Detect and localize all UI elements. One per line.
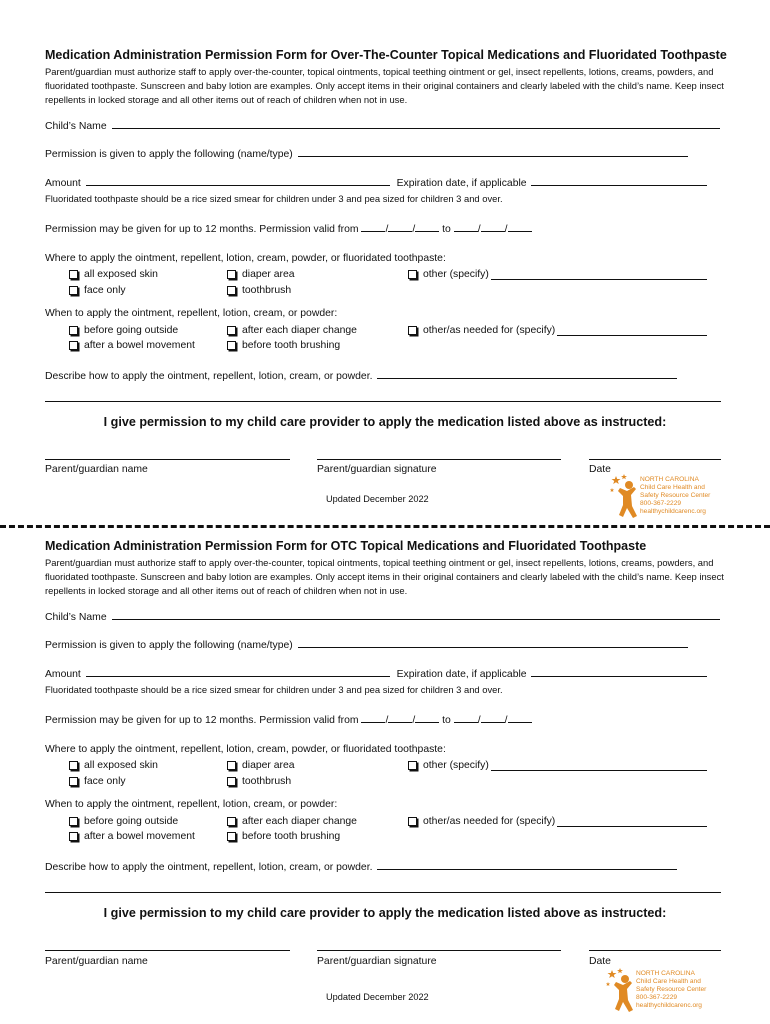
updated-date: Updated December 2022 (326, 494, 429, 504)
when-other-field[interactable] (557, 817, 707, 827)
parent-signature-label: Parent/guardian signature (317, 464, 437, 475)
checkbox-all-exposed-skin[interactable] (69, 760, 158, 771)
amount-row (45, 667, 707, 680)
checkbox-after-diaper-change[interactable] (227, 816, 357, 827)
describe-label: Describe how to apply the ointment, repellent, lotion, cream, or powder. (45, 862, 373, 873)
checkbox-box[interactable] (408, 761, 417, 770)
valid-from-day[interactable] (388, 713, 412, 723)
checkbox-label: diaper area (242, 760, 295, 771)
cut-line (0, 525, 770, 528)
checkbox-box[interactable] (408, 326, 417, 335)
give-permission-heading: I give permission to my child care provider to apply the medication listed above as instructed: (103, 906, 667, 920)
valid-from-month[interactable] (361, 222, 385, 232)
date-label: Date (589, 956, 611, 967)
checkbox-before-tooth-brushing[interactable] (227, 831, 340, 842)
where-other-field[interactable] (491, 270, 707, 280)
checkbox-box[interactable] (408, 270, 417, 279)
describe-row (45, 369, 677, 382)
form-title: Medication Administration Permission Form for Over-The-Counter Topical Medications and Fluoridated Toothpaste (45, 48, 727, 62)
checkbox-face-only[interactable] (69, 776, 126, 787)
logo-text (640, 476, 710, 516)
checkbox-face-only[interactable] (69, 285, 126, 296)
where-label: Where to apply the ointment, repellent, lotion, cream, powder, or fluoridated toothpaste: (45, 744, 446, 755)
valid-from-year[interactable] (415, 713, 439, 723)
checkbox-box[interactable] (69, 286, 78, 295)
checkbox-label: other/as needed for (specify) (423, 325, 556, 336)
checkbox-before-going-outside[interactable] (69, 816, 178, 827)
parent-signature-field[interactable] (317, 950, 561, 951)
toothpaste-note: Fluoridated toothpaste should be a rice sized smear for children under 3 and pea sized for children 3 and over. (45, 193, 503, 204)
to-label: to (442, 715, 451, 726)
checkbox-after-diaper-change[interactable] (227, 325, 357, 336)
expiration-field[interactable] (531, 176, 707, 186)
checkbox-all-exposed-skin[interactable] (69, 269, 158, 280)
checkbox-toothbrush[interactable] (227, 285, 291, 296)
checkbox-where-other[interactable] (408, 760, 707, 771)
checkbox-diaper-area[interactable] (227, 760, 295, 771)
checkbox-before-going-outside[interactable] (69, 325, 178, 336)
checkbox-label: face only (84, 285, 126, 296)
checkbox-label: all exposed skin (84, 760, 158, 771)
slash: / (504, 715, 508, 726)
date-label: Date (589, 464, 611, 475)
give-permission-heading: I give permission to my child care provider to apply the medication listed above as instructed: (103, 415, 667, 429)
valid-to-year[interactable] (508, 713, 532, 723)
valid-from-year[interactable] (415, 222, 439, 232)
parent-name-label: Parent/guardian name (45, 464, 148, 475)
logo-line: Safety Resource Center (640, 492, 711, 499)
logo-line: Child Care Health and (636, 978, 701, 985)
checkbox-before-tooth-brushing[interactable] (227, 340, 340, 351)
checkbox-label: other (specify) (423, 760, 489, 771)
checkbox-label: toothbrush (242, 776, 292, 787)
amount-row (45, 176, 707, 189)
slash: / (477, 715, 481, 726)
childs-name-label: Child’s Name (45, 612, 107, 623)
slash: / (412, 224, 416, 235)
checkbox-when-other[interactable] (408, 816, 707, 827)
childs-name-row (45, 119, 720, 132)
child-figure-icon (606, 968, 636, 1014)
childs-name-row (45, 610, 720, 623)
checkbox-box[interactable] (227, 286, 236, 295)
describe-field[interactable] (377, 860, 677, 870)
checkbox-box[interactable] (227, 777, 236, 786)
valid-to-day[interactable] (481, 222, 505, 232)
permission-field[interactable] (298, 147, 688, 157)
checkbox-label: before going outside (84, 816, 179, 827)
checkbox-box[interactable] (69, 270, 78, 279)
childs-name-field[interactable] (112, 610, 720, 620)
checkbox-box[interactable] (227, 761, 236, 770)
expiration-label: Expiration date, if applicable (396, 669, 527, 680)
permission-valid-label: Permission may be given for up to 12 months. Permission valid from (45, 224, 359, 235)
valid-to-year[interactable] (508, 222, 532, 232)
describe-field-line2[interactable] (45, 401, 721, 402)
logo-line: NORTH CAROLINA (640, 476, 699, 483)
checkbox-label: all exposed skin (84, 269, 158, 280)
date-field[interactable] (589, 459, 721, 460)
describe-row (45, 860, 677, 873)
checkbox-toothbrush[interactable] (227, 776, 291, 787)
checkbox-label: other (specify) (423, 269, 489, 280)
checkbox-box[interactable] (227, 832, 236, 841)
checkbox-label: after each diaper change (242, 325, 357, 336)
to-label: to (442, 224, 451, 235)
valid-to-month[interactable] (454, 222, 478, 232)
toothpaste-note: Fluoridated toothpaste should be a rice sized smear for children under 3 and pea sized for children 3 and over. (45, 684, 503, 695)
checkbox-box[interactable] (69, 777, 78, 786)
checkbox-box[interactable] (408, 817, 417, 826)
logo-line: 800-367-2229 (640, 500, 682, 507)
amount-field[interactable] (86, 176, 390, 186)
logo-line: Child Care Health and (640, 484, 705, 491)
valid-from-day[interactable] (388, 222, 412, 232)
checkbox-box[interactable] (69, 341, 78, 350)
when-other-field[interactable] (557, 326, 707, 336)
describe-label: Describe how to apply the ointment, repellent, lotion, cream, or powder. (45, 371, 373, 382)
checkbox-label: before tooth brushing (242, 831, 341, 842)
checkbox-label: before going outside (84, 325, 179, 336)
form-title: Medication Administration Permission Form for OTC Topical Medications and Fluoridated Toothpaste (45, 539, 647, 553)
logo-line: Safety Resource Center (636, 986, 707, 993)
checkbox-where-other[interactable] (408, 269, 707, 280)
checkbox-label: after each diaper change (242, 816, 357, 827)
permission-valid-row (45, 713, 532, 726)
expiration-label: Expiration date, if applicable (396, 178, 527, 189)
slash: / (385, 715, 389, 726)
valid-from-month[interactable] (361, 713, 385, 723)
logo-line: 800-367-2229 (636, 994, 678, 1001)
slash: / (412, 715, 416, 726)
checkbox-diaper-area[interactable] (227, 269, 295, 280)
nc-childcare-logo (610, 474, 720, 520)
intro-text: Parent/guardian must authorize staff to apply over-the-counter, topical ointments, topical teething ointment or gel, insect repellents, lotions, creams, powders, and fluoridated toothpaste. Sunscreen and baby lotion are examples. Only accept items in their original containers and clearly labeled with the child’s name. Keep insect repellents in locked storage and all other items out of reach of children when not in use. (45, 66, 724, 105)
checkbox-box[interactable] (227, 326, 236, 335)
checkbox-box[interactable] (227, 341, 236, 350)
checkbox-after-bowel-movement[interactable] (69, 831, 195, 842)
where-other-field[interactable] (491, 761, 707, 771)
parent-name-field[interactable] (45, 459, 290, 460)
checkbox-label: before tooth brushing (242, 340, 341, 351)
parent-name-label: Parent/guardian name (45, 956, 148, 967)
expiration-field[interactable] (531, 667, 707, 677)
when-label: When to apply the ointment, repellent, lotion, cream, or powder: (45, 308, 338, 319)
checkbox-box[interactable] (69, 832, 78, 841)
intro-text: Parent/guardian must authorize staff to apply over-the-counter, topical ointments, topical teething ointment or gel, insect repellents, lotions, creams, powders, and fluoridated toothpaste. Sunscreen and baby lotion are examples. Only accept items in their original containers and clearly labeled with the child’s name. Keep insect repellents in locked storage and all other items out of reach of children when not in use. (45, 557, 724, 596)
permission-valid-label: Permission may be given for up to 12 months. Permission valid from (45, 715, 359, 726)
checkbox-box[interactable] (69, 326, 78, 335)
checkbox-box[interactable] (69, 817, 78, 826)
permission-row (45, 147, 688, 160)
logo-line: NORTH CAROLINA (636, 970, 695, 977)
updated-date: Updated December 2022 (326, 992, 429, 1002)
permission-label: Permission is given to apply the following (name/type) (45, 640, 293, 651)
permission-valid-row (45, 222, 532, 235)
checkbox-label: toothbrush (242, 285, 292, 296)
logo-line: healthychildcarenc.org (636, 1002, 702, 1009)
when-label: When to apply the ointment, repellent, lotion, cream, or powder: (45, 799, 338, 810)
parent-signature-label: Parent/guardian signature (317, 956, 437, 967)
checkbox-label: after a bowel movement (84, 831, 195, 842)
valid-to-month[interactable] (454, 713, 478, 723)
amount-label: Amount (45, 669, 81, 680)
checkbox-box[interactable] (227, 270, 236, 279)
date-field[interactable] (589, 950, 721, 951)
permission-field[interactable] (298, 638, 688, 648)
amount-label: Amount (45, 178, 81, 189)
logo-text (636, 970, 706, 1010)
amount-field[interactable] (86, 667, 390, 677)
childs-name-label: Child’s Name (45, 121, 107, 132)
permission-label: Permission is given to apply the following (name/type) (45, 149, 293, 160)
describe-field[interactable] (377, 369, 677, 379)
slash: / (477, 224, 481, 235)
checkbox-label: face only (84, 776, 126, 787)
nc-childcare-logo (606, 968, 716, 1014)
logo-line: healthychildcarenc.org (640, 508, 706, 515)
childs-name-field[interactable] (112, 119, 720, 129)
permission-row (45, 638, 688, 651)
describe-field-line2[interactable] (45, 892, 721, 893)
checkbox-label: other/as needed for (specify) (423, 816, 556, 827)
checkbox-box[interactable] (69, 761, 78, 770)
checkbox-label: diaper area (242, 269, 295, 280)
checkbox-when-other[interactable] (408, 325, 707, 336)
checkbox-after-bowel-movement[interactable] (69, 340, 195, 351)
child-figure-icon (610, 474, 640, 520)
parent-signature-field[interactable] (317, 459, 561, 460)
valid-to-day[interactable] (481, 713, 505, 723)
checkbox-label: after a bowel movement (84, 340, 195, 351)
parent-name-field[interactable] (45, 950, 290, 951)
slash: / (504, 224, 508, 235)
checkbox-box[interactable] (227, 817, 236, 826)
where-label: Where to apply the ointment, repellent, lotion, cream, powder, or fluoridated toothpaste: (45, 253, 446, 264)
slash: / (385, 224, 389, 235)
